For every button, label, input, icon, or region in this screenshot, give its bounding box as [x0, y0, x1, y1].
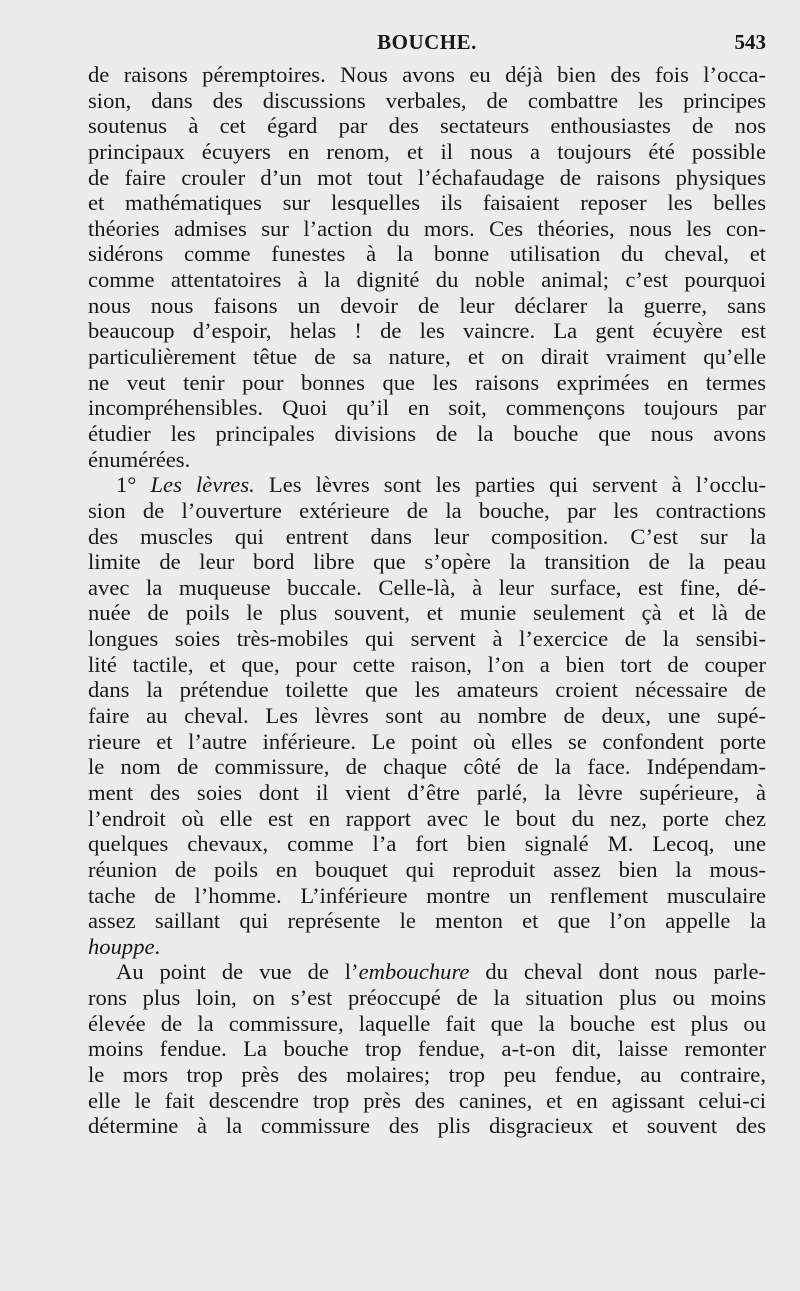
text-line: nuée de poils le plus souvent, et munie seulement çà et là de: [88, 600, 766, 626]
text-line: des muscles qui entrent dans leur composition. C’est sur la: [88, 523, 766, 549]
text-line: énumérées.: [88, 446, 191, 472]
text-line: moins fendue. La bouche trop fendue, a-t-on dit, laisse remonter: [88, 1036, 766, 1062]
text-span: du cheval dont nous parle-: [469, 959, 767, 985]
text-line: quelques chevaux, comme l’a fort bien signalé M. Lecoq, une: [88, 831, 766, 857]
text-line: de raisons péremptoires. Nous avons eu déjà bien des fois l’occa-: [88, 62, 766, 87]
text-line: particulièrement têtue de sa nature, et on dirait vraiment qu’elle: [88, 344, 766, 370]
text-line: l’endroit où elle est en rapport avec le bout du nez, porte chez: [88, 805, 766, 831]
text-line: lité tactile, et que, pour cette raison, l’on a bien tort de couper: [88, 651, 766, 677]
text-line: élevée de la commissure, laquelle fait que la bouche est plus ou: [88, 1010, 766, 1036]
text-line: réunion de poils en bouquet qui reproduit assez bien la mous-: [88, 856, 766, 882]
text-line: avec la muqueuse buccale. Celle-là, à leur surface, est fine, dé-: [88, 574, 766, 600]
text-line: incompréhensibles. Quoi qu’il en soit, commençons toujours par: [88, 395, 766, 421]
text-line: sion de l’ouverture extérieure de la bouche, par les contractions: [88, 497, 766, 523]
text-line: ne veut tenir pour bonnes que les raisons exprimées en termes: [88, 369, 766, 395]
text-line: dans la prétendue toilette que les amateurs croient nécessaire de: [88, 677, 766, 703]
text-line: limite de leur bord libre que s’opère la transition de la peau: [88, 549, 766, 575]
text-line: le mors trop près des molaires; trop peu fendue, au contraire,: [88, 1061, 766, 1087]
text-line: comme attentatoires à la dignité du noble animal; c’est pourquoi: [88, 267, 766, 293]
text-line: théories admises sur l’action du mors. Ces théories, nous les con-: [88, 215, 766, 241]
text-line: [88, 934, 766, 960]
text-line: principaux écuyers en renom, et il nous a toujours été possible: [88, 138, 766, 164]
text-line: beaucoup d’espoir, helas ! de les vaincre. La gent écuyère est: [88, 318, 766, 344]
paragraph-2: [88, 472, 766, 959]
text-line: rieure et l’autre inférieure. Le point où elles se confondent porte: [88, 728, 766, 754]
section-heading: Les lèvres.: [150, 472, 255, 498]
text-span: .: [154, 933, 161, 959]
text-span: Les lèvres sont les parties qui servent à l’occlu-: [254, 472, 767, 498]
text-line: nous nous faisons un devoir de leur déclarer la guerre, sans: [88, 292, 766, 318]
text-line: rons plus loin, on s’est préoccupé de la situation plus ou moins: [88, 985, 766, 1011]
paragraph-3: [88, 959, 766, 1138]
text-line: étudier les principales divisions de la bouche que nous avons: [88, 420, 766, 446]
body-text: [88, 62, 766, 1139]
running-title: BOUCHE.: [377, 30, 477, 54]
text-line: assez saillant qui représente le menton et que l’on appelle la: [88, 908, 766, 934]
running-head: [88, 26, 766, 62]
page-number: 543: [734, 30, 766, 54]
paragraph-1: [88, 62, 766, 472]
text-line: [88, 472, 766, 498]
text-line: ment des soies dont il vient d’être parlé, la lèvre supérieure, à: [88, 779, 766, 805]
italic-term: embouchure: [358, 959, 470, 985]
italic-term: houppe: [88, 933, 155, 959]
text-line: de faire crouler d’un mot tout l’échafaudage de raisons physiques: [88, 164, 766, 190]
text-line: détermine à la commissure des plis disgracieux et souvent des: [88, 1113, 766, 1139]
text-line: [88, 959, 766, 985]
text-line: et mathématiques sur lesquelles ils faisaient reposer les belles: [88, 190, 766, 216]
text-line: faire au cheval. Les lèvres sont au nombre de deux, une supé-: [88, 703, 766, 729]
text-line: sidérons comme funestes à la bonne utilisation du cheval, et: [88, 241, 766, 267]
text-span: Au point de vue de l’: [116, 959, 359, 985]
section-number: 1°: [116, 472, 151, 498]
text-line: longues soies très-mobiles qui servent à l’exercice de la sensibi-: [88, 626, 766, 652]
text-line: soutenus à cet égard par des sectateurs enthousiastes de nos: [88, 113, 766, 139]
text-line: le nom de commissure, de chaque côté de la face. Indépendam-: [88, 754, 766, 780]
text-line: elle le fait descendre trop près des canines, et en agissant celui-ci: [88, 1087, 766, 1113]
text-line: tache de l’homme. L’inférieure montre un renflement musculaire: [88, 882, 766, 908]
text-line: sion, dans des discussions verbales, de combattre les principes: [88, 87, 766, 113]
